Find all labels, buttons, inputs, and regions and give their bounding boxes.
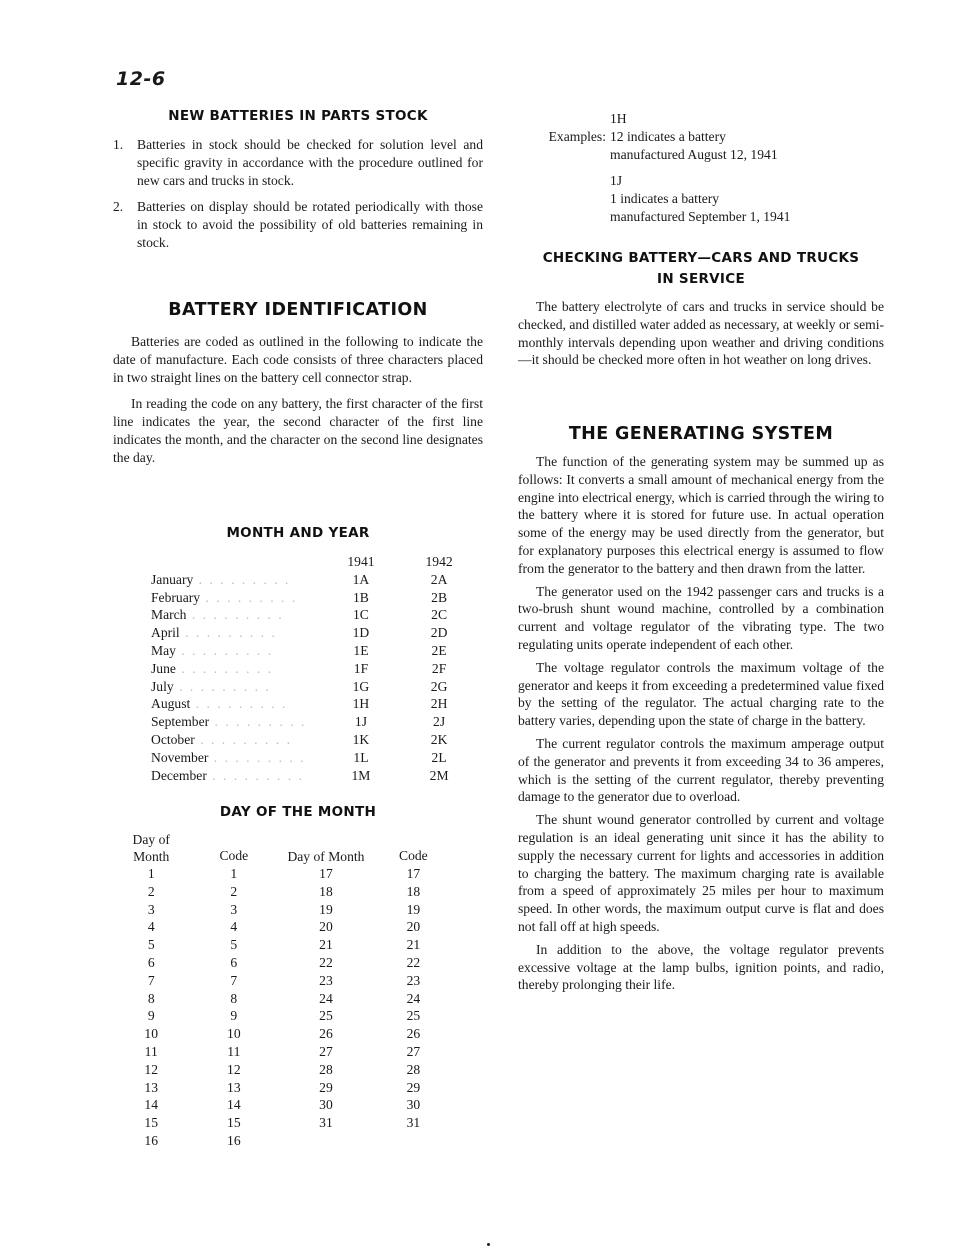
leader-dots: . . . . . . . . .: [179, 625, 277, 641]
leader-dots: . . . . . . . . .: [206, 767, 305, 783]
generating-system-heading: THE GENERATING SYSTEM: [568, 424, 834, 444]
day-of-month-heading: DAY OF THE MONTH: [219, 804, 377, 820]
day-code: 29: [406, 1079, 421, 1095]
page-mark: [487, 1243, 490, 1246]
code-1942: 2H: [430, 696, 448, 712]
paragraph: The generator used on the 1942 passenger cars and trucks is a two-brush shunt wound machine, controlled by a combination current and voltage regulator of the vibrating type. The two regulating units operate independent of each other.: [518, 583, 884, 652]
day-value: 19: [319, 901, 333, 917]
day-value: [282, 1132, 370, 1150]
day-value: 4: [147, 919, 155, 935]
day-code: 17: [406, 866, 421, 881]
day-value: 7: [147, 972, 155, 988]
day-code: 19: [406, 901, 421, 917]
day-value: 30: [319, 1097, 333, 1113]
day-value: 21: [319, 937, 333, 953]
day-code: 15: [227, 1115, 241, 1131]
month-row: [151, 606, 483, 624]
day-value: 20: [319, 919, 333, 935]
day-code: 22: [406, 954, 421, 970]
day-row: [117, 1079, 457, 1097]
day-code: 18: [406, 883, 421, 899]
page-number: 12-6: [116, 68, 166, 90]
day-value: 31: [319, 1115, 333, 1131]
day-code: 13: [227, 1079, 241, 1095]
day-value: 15: [144, 1115, 159, 1131]
day-row: [117, 883, 457, 901]
month-name: January . . . . . . . . .: [151, 571, 291, 587]
example-code-line2: 1: [610, 191, 617, 207]
day-value: 9: [147, 1008, 155, 1024]
code-1942: 2L: [431, 749, 447, 765]
paragraph: The voltage regulator controls the maximum voltage of the generator and keeps it from exceeding a predetermined value fixed by the setting of the regulator. The actual charging rate to the battery varies, depending upon the state of charge in the battery.: [518, 659, 884, 729]
day-code: 11: [227, 1043, 241, 1059]
paragraph: The current regulator controls the maximum amperage output of the generator and prevents it from exceeding 34 to 36 amperes, which is the setting of the current regulator, thereby preventing damage to the generator due to overload.: [518, 735, 884, 805]
day-code: 26: [406, 1026, 421, 1042]
heading-line: CHECKING BATTERY—CARS AND TRUCKS: [542, 250, 860, 266]
example-text: indicates a battery: [627, 128, 726, 144]
month-row: [151, 589, 483, 607]
item-number: 2.: [113, 199, 124, 215]
day-code: 27: [406, 1043, 421, 1059]
code-1942: 2B: [431, 589, 448, 605]
code-1941: 1C: [353, 607, 369, 623]
leader-dots: . . . . . . . . .: [175, 660, 274, 676]
day-code: 31: [406, 1115, 421, 1131]
day-value: 25: [319, 1008, 333, 1024]
column-header-row: [117, 831, 457, 865]
code-1941: 1F: [353, 660, 369, 676]
leader-dots: . . . . . . . . .: [208, 749, 306, 765]
list-item: [113, 136, 483, 189]
day-code: 12: [227, 1061, 241, 1077]
month-row: [151, 571, 483, 589]
day-row: [117, 972, 457, 990]
battery-identification-heading: BATTERY IDENTIFICATION: [168, 300, 428, 320]
day-value: 14: [144, 1097, 159, 1113]
code-1942: 2K: [430, 731, 448, 747]
month-name: November . . . . . . . . .: [151, 749, 306, 765]
day-row: [117, 990, 457, 1008]
example-code-line2: 12: [610, 128, 624, 144]
month-year-table: [151, 553, 483, 784]
day-code: 4: [230, 919, 238, 935]
code-1941: 1G: [352, 678, 370, 694]
paragraph: In addition to the above, the voltage regulator prevents excessive voltage at the lamp bulbs, ignition points, and radio, thereby prolonging their life.: [518, 941, 884, 993]
leader-dots: . . . . . . . . .: [186, 607, 284, 623]
code-1941: 1A: [352, 571, 370, 587]
code-1941: 1L: [353, 749, 369, 765]
code-1942: 2E: [431, 642, 447, 658]
month-name: June . . . . . . . . .: [151, 660, 274, 676]
column-header: Code: [399, 848, 428, 864]
code-1942: 2G: [430, 678, 448, 694]
day-row: [117, 954, 457, 972]
day-code: 8: [230, 990, 238, 1006]
checking-battery-heading: [518, 248, 884, 290]
day-value: 29: [319, 1079, 333, 1095]
month-name: July . . . . . . . . .: [151, 678, 271, 694]
day-row: [117, 1061, 457, 1079]
month-name: September . . . . . . . . .: [151, 714, 307, 730]
day-value: 1: [147, 866, 155, 881]
leader-dots: . . . . . . . . .: [194, 731, 292, 747]
new-batteries-heading: NEW BATTERIES IN PARTS STOCK: [168, 108, 428, 124]
leader-dots: . . . . . . . . .: [200, 589, 298, 605]
example-date: manufactured August 12, 1941: [610, 146, 778, 162]
day-code: 6: [230, 954, 238, 970]
code-1941: 1H: [352, 696, 370, 712]
day-value: 23: [319, 972, 333, 988]
code-1941: 1E: [353, 642, 369, 658]
day-value: 28: [319, 1061, 333, 1077]
month-row: [151, 767, 483, 785]
day-value: 16: [144, 1132, 159, 1148]
month-year-heading: MONTH AND YEAR: [226, 525, 370, 541]
day-code: 14: [227, 1097, 241, 1113]
code-1941: 1K: [352, 731, 370, 747]
day-row: [117, 1025, 457, 1043]
item-number: 1.: [113, 137, 124, 152]
day-value: 13: [144, 1079, 159, 1095]
code-1942: 2M: [429, 767, 449, 783]
day-row: [117, 936, 457, 954]
month-name: October . . . . . . . . .: [151, 731, 292, 747]
example-date: manufactured September 1, 1941: [610, 208, 791, 224]
day-row: [117, 865, 457, 883]
day-row: [117, 918, 457, 936]
day-value: 12: [144, 1061, 159, 1077]
month-row: [151, 713, 483, 731]
day-code: 25: [406, 1008, 421, 1024]
leader-dots: . . . . . . . . .: [173, 678, 271, 694]
day-row: [117, 1132, 457, 1150]
leader-dots: . . . . . . . . .: [209, 714, 307, 730]
day-code: 24: [406, 990, 421, 1006]
year-header: 1941: [347, 554, 375, 569]
heading-line: IN SERVICE: [657, 271, 745, 287]
example-code-line1: 1J: [610, 173, 623, 189]
day-value: 22: [319, 954, 333, 970]
paragraph: The function of the generating system may be summed up as follows: It converts a small amount of mechanical energy from the engine into electrical energy, which is carried through the wiring to the battery where it is stored for future use. In actual operation some of the energy may be used directly from the generator, but for explanatory purposes this electrical energy is assumed to flow from the generator to the battery and then drawn from the latter.: [518, 454, 884, 576]
day-value: 2: [147, 883, 155, 899]
day-row: [117, 901, 457, 919]
new-batteries-list: [113, 136, 483, 252]
battery-identification-body: [113, 333, 483, 467]
paragraph: Batteries are coded as outlined in the following to indicate the date of manufacture. Each code consists of three characters placed in two straight lines on the battery cell connector strap.: [113, 334, 483, 385]
code-1942: 2C: [431, 607, 448, 623]
example-text: indicates a battery: [620, 191, 720, 207]
example-item: [518, 110, 884, 163]
leader-dots: . . . . . . . . .: [193, 571, 291, 587]
code-1941: 1B: [353, 589, 369, 605]
day-value: 18: [319, 883, 333, 899]
code-1942: 2D: [430, 625, 448, 641]
year-header: 1942: [425, 554, 453, 569]
day-code: 2: [230, 883, 238, 899]
day-value: 6: [147, 954, 155, 970]
day-of-month-table: [117, 831, 457, 1150]
leader-dots: . . . . . . . . .: [190, 696, 288, 712]
day-row: [117, 1114, 457, 1132]
month-name: March . . . . . . . . .: [151, 607, 284, 623]
month-row: [151, 624, 483, 642]
day-value: 24: [319, 990, 333, 1006]
paragraph: The shunt wound generator controlled by current and voltage regulation is an ideal generating unit since it has the ability to supply the necessary current for lights and accessories in addition to charging the battery. The maximum charging rate is available from a speed of approximately 25 miles per hour to maximum speed. In other words, the maximum output curve is flat and does not fall off at high speeds.: [518, 812, 884, 934]
month-row: [151, 749, 483, 767]
day-code: 1: [230, 866, 238, 881]
month-name: May . . . . . . . . .: [151, 642, 274, 658]
month-name: February . . . . . . . . .: [151, 589, 298, 605]
item-text: Batteries in stock should be checked for solution level and specific gravity in accordance with the procedure outlined for new cars and trucks in stock.: [137, 137, 483, 188]
day-value: 5: [147, 937, 155, 953]
code-1941: 1J: [354, 714, 367, 730]
example-code-line1: 1H: [610, 111, 627, 126]
day-code: 10: [227, 1026, 241, 1042]
day-code: 9: [230, 1008, 238, 1024]
month-row: [151, 678, 483, 696]
day-value: 17: [319, 866, 333, 881]
column-header: Day of Month: [132, 832, 170, 864]
examples-block: [518, 110, 884, 226]
day-value: 3: [147, 901, 155, 917]
day-value: 26: [319, 1026, 333, 1042]
day-code: 16: [227, 1132, 241, 1148]
code-1942: 2F: [431, 660, 447, 676]
column-header: Code: [219, 848, 249, 864]
day-code: 5: [230, 937, 238, 953]
code-1942: 2J: [433, 714, 446, 730]
day-code: 3: [230, 901, 238, 917]
example-item: [518, 172, 884, 225]
day-code: 21: [406, 937, 421, 953]
month-row: [151, 642, 483, 660]
leader-dots: . . . . . . . . .: [175, 642, 274, 658]
month-row: [151, 695, 483, 713]
day-code: [370, 1132, 457, 1150]
day-code: 7: [230, 972, 238, 988]
month-name: December . . . . . . . . .: [151, 767, 305, 783]
year-header-row: [151, 553, 483, 571]
item-text: Batteries on display should be rotated periodically with those in stock to avoid the possibility of old batteries remaining in stock.: [137, 199, 483, 250]
day-row: [117, 1007, 457, 1025]
generating-system-body: [518, 453, 884, 994]
month-row: [151, 660, 483, 678]
checking-battery-paragraph: The battery electrolyte of cars and trucks in service should be checked, and distilled water added as necessary, at weekly or semi-monthly intervals depending upon weather and driving conditions—it should be checked more often in hot weather on long drives.: [518, 299, 884, 368]
day-code: 30: [406, 1097, 421, 1113]
code-1941: 1M: [351, 767, 371, 783]
day-row: [117, 1043, 457, 1061]
month-name: August . . . . . . . . .: [151, 696, 288, 712]
day-value: 8: [147, 990, 155, 1006]
day-code: 23: [406, 972, 421, 988]
day-code: 28: [406, 1061, 421, 1077]
examples-label: Examples:: [548, 128, 606, 144]
paragraph: In reading the code on any battery, the first character of the first line indicates the year, the second character of the first line indicates the month, and the character on the second line designates the day.: [113, 396, 483, 465]
month-row: [151, 731, 483, 749]
code-1942: 2A: [430, 571, 448, 587]
day-value: 27: [319, 1043, 333, 1059]
month-name: April . . . . . . . . .: [151, 625, 277, 641]
day-row: [117, 1096, 457, 1114]
day-value: 11: [144, 1043, 158, 1059]
column-header: Day of Month: [287, 849, 365, 864]
day-value: 10: [144, 1026, 159, 1042]
day-code: 20: [406, 919, 421, 935]
code-1941: 1D: [352, 625, 370, 641]
list-item: [113, 198, 483, 251]
